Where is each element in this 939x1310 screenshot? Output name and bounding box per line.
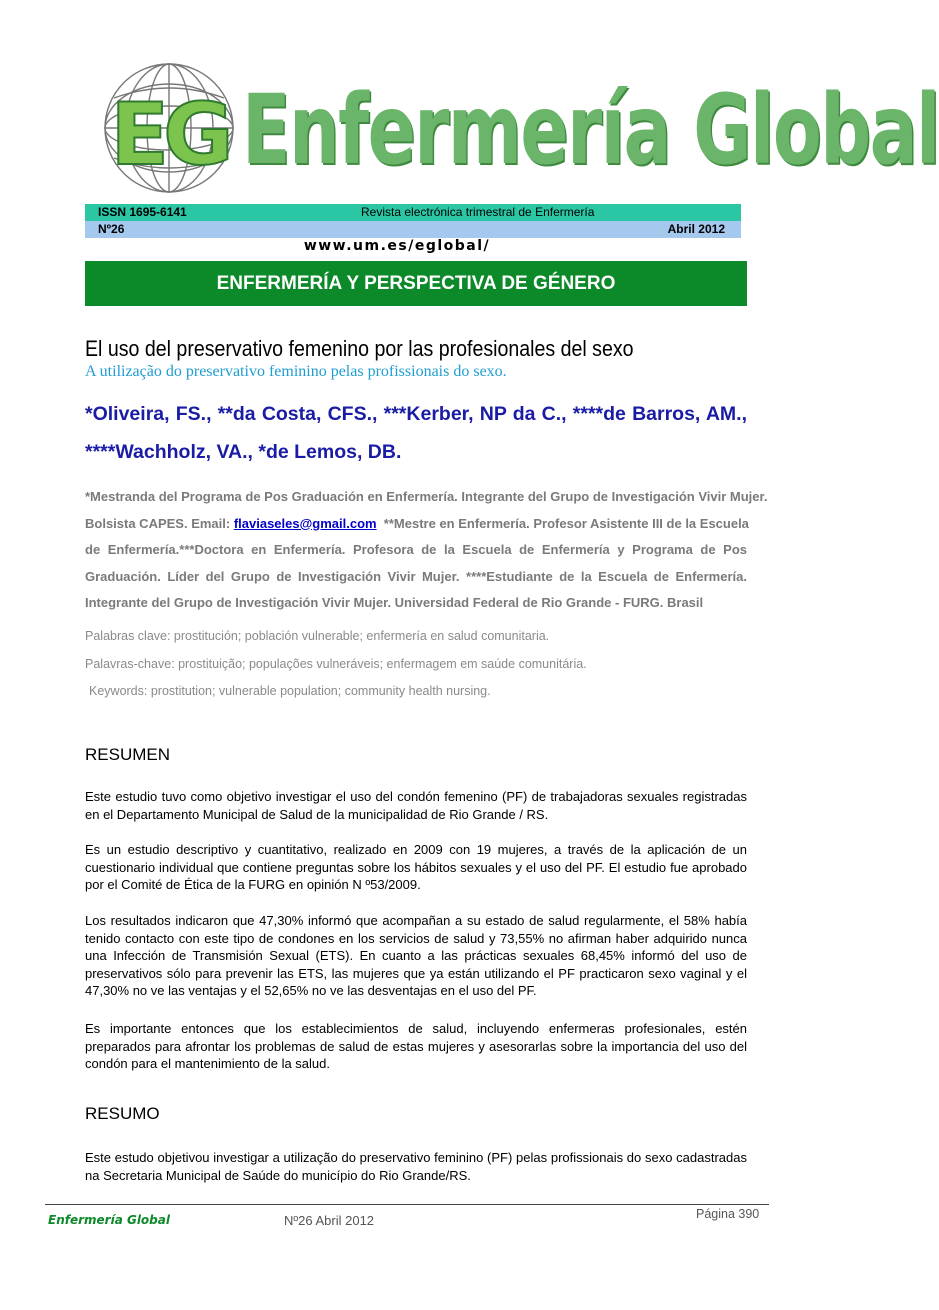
footer-issue: Nº26 Abril 2012: [284, 1213, 375, 1228]
resumo-paragraph: Este estudo objetivou investigar a utilização do preservativo feminino (PF) pelas profissionais do sexo cadastradas na Secretaria Municipal de Saúde do município do Rio Grande/RS.: [85, 1150, 747, 1183]
resumen-paragraph: Es importante entonces que los establecimientos de salud, incluyendo enfermeras profesionales, estén preparados para afrontar los problemas de salud de estas mujeres y asesorarlas sobre la importancia del uso del condón para el mantenimiento de la salud.: [85, 1021, 747, 1071]
resumen-paragraph: Los resultados indicaron que 47,30% informó que acompañan a su estado de salud regularmente, el 58% había tenido contacto con este tipo de condones en los servicios de salud y 73,55% no afirman haber adquirido nunca una Infección de Transmisión Sexual (ETS). En cuanto a las prácticas sexuales 68,45% informó del uso de preservativos sólo para prevenir las ETS, las mujeres que ya están utilizando el PF practicaron sexo vaginal y el 47,30% no ve las ventajas y el 52,65% no ve las desventajas en el uso del PF.: [85, 913, 747, 998]
affiliations: [85, 484, 768, 617]
resumen-heading: RESUMEN: [85, 745, 171, 764]
resumen-paragraph: Este estudio tuvo como objetivo investigar el uso del condón femenino (PF) de trabajadoras sexuales registradas en el Departamento Municipal de Salud de la municipalidad de Rio Grande / RS.: [85, 789, 747, 822]
keywords-portuguese: Palavras-chave: prostituição; populações vulneráveis; enfermagem em saúde comunitária.: [85, 657, 587, 671]
keywords-english: Keywords: prostitution; vulnerable population; community health nursing.: [89, 684, 491, 698]
affiliation-line: Graduación. Líder del Grupo de Investigación Vivir Mujer. ****Estudiante de la Escuela de Enfermería.: [85, 568, 747, 584]
affiliation-line: [85, 511, 747, 538]
email-link[interactable]: flaviaseles@gmail.com: [233, 515, 377, 531]
article-subtitle: A utilização do preservativo feminino pelas profissionais do sexo.: [85, 363, 507, 380]
journal-website[interactable]: www.um.es/eglobal/: [303, 238, 491, 254]
affiliation-line: Integrante del Grupo de Investigación Vivir Mujer. Universidad Federal de Rio Grande - FURG. Brasil: [85, 595, 704, 610]
affiliation-text: Bolsista CAPES. Email:: [85, 515, 234, 531]
affiliation-text: **Mestre en Enfermería. Profesor Asistente III de la Escuela: [376, 515, 749, 531]
author-line: *Oliveira, FS., **da Costa, CFS., ***Kerber, NP da C., ****de Barros, AM.,: [85, 403, 747, 425]
resumo-heading: RESUMO: [85, 1104, 160, 1123]
logo-monogram: EG: [110, 85, 228, 185]
journal-title: Enfermería Global: [242, 74, 939, 186]
section-banner: ENFERMERÍA Y PERSPECTIVA DE GÉNERO: [85, 261, 747, 306]
footer-divider: [45, 1204, 769, 1205]
journal-globe-logo: [96, 60, 242, 196]
issue-number: Nº26: [98, 222, 125, 236]
keywords-spanish: Palabras clave: prostitución; población vulnerable; enfermería en salud comunitaria.: [85, 629, 550, 643]
author-list: [85, 395, 747, 471]
footer-journal-name: Enfermería Global: [48, 1213, 170, 1227]
resumen-paragraph: Es un estudio descriptivo y cuantitativo, realizado en 2009 con 19 mujeres, a través de la aplicación de un cuestionario individual que contiene preguntas sobre los hábitos sexuales y el uso del PF. El estudio fue aprobado por el Comité de Ética de la FURG en opinión N º53/2009.: [85, 842, 747, 892]
issn-band: [85, 204, 741, 221]
footer-page-number: Página 390: [696, 1207, 760, 1221]
issue-date: Abril 2012: [667, 222, 725, 236]
journal-tagline: Revista electrónica trimestral de Enfermería: [361, 205, 595, 219]
issn: ISSN 1695-6141: [98, 205, 187, 219]
article-title: El uso del preservativo femenino por las profesionales del sexo: [85, 336, 634, 361]
author-line: ****Wachholz, VA., *de Lemos, DB.: [85, 441, 402, 463]
affiliation-line: *Mestranda del Programa de Pos Graduación en Enfermería. Integrante del Grupo de Investigación Vivir Mujer.: [85, 489, 768, 504]
affiliation-line: de Enfermería.***Doctora en Enfermería. Profesora de la Escuela de Enfermería y Programa de Pos: [85, 542, 747, 557]
issue-band: [85, 221, 741, 238]
